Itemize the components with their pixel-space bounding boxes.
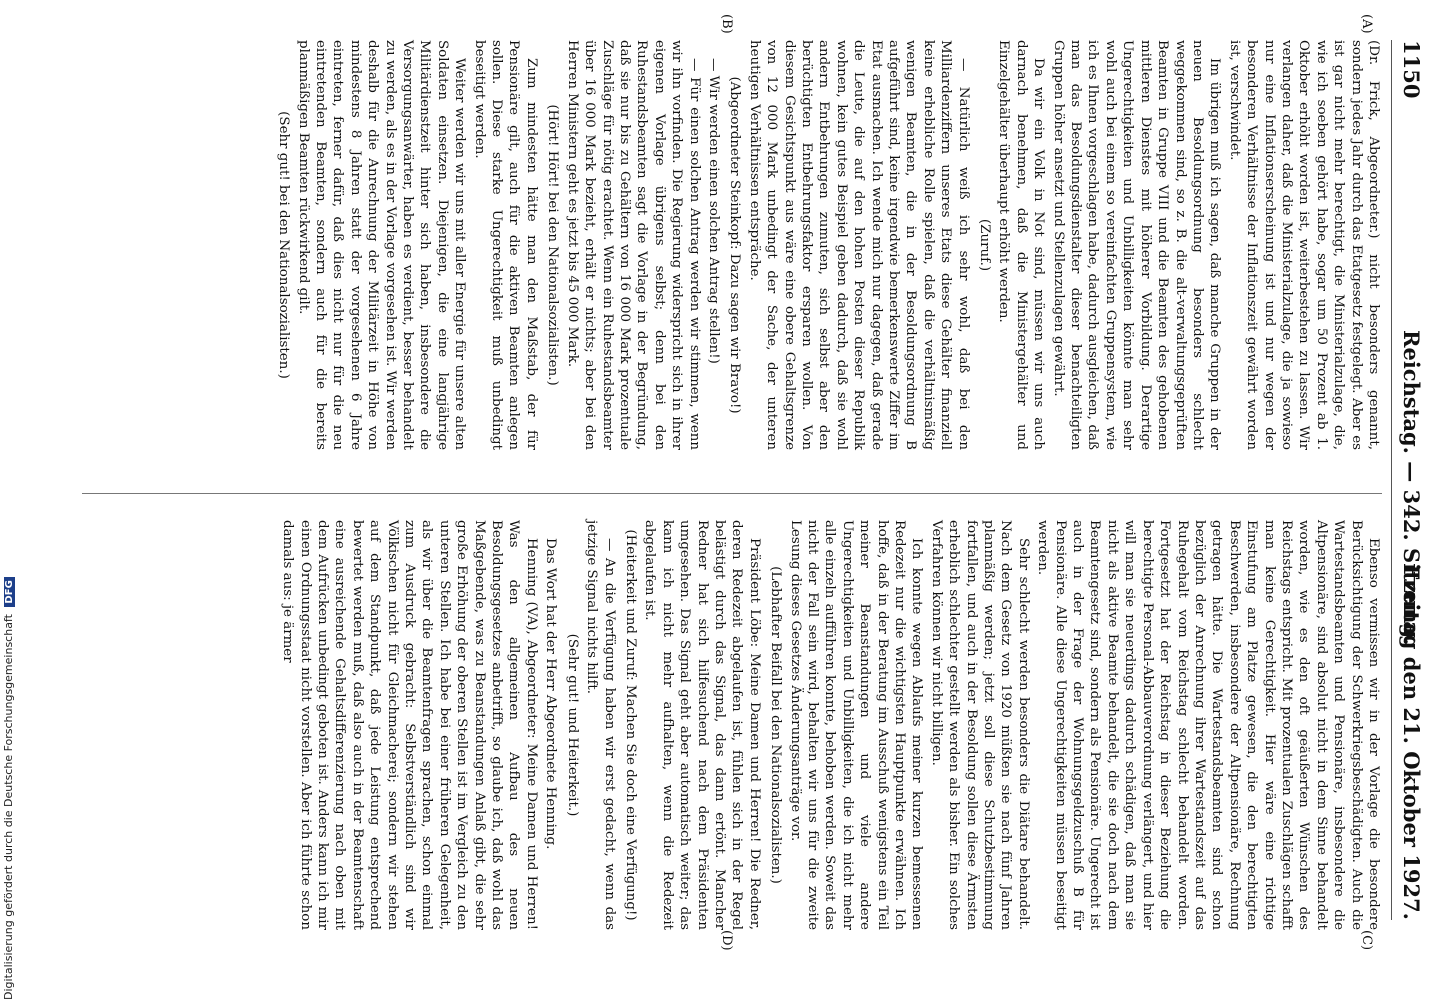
- paragraph: Ich konnte wegen Ablaufs meiner kurzen bemessenen Redezeit nur die wichtigsten Hauptpunkte erwähnen. Ich hoffe, daß in der Beratung im Ausschuß wenigstens ein Teil meiner Beanstandungen und viele andere Ungerechtigkeiten und Unbilligkeiten, die ich nicht mehr alle einzeln aufführen konnte, behoben werden. Soweit das nicht der Fall sein wird, behalten wir uns für die zweite Lesung dieses Gesetzes Änderungsanträge vor.: [787, 520, 925, 930]
- column-divider: [82, 493, 1382, 494]
- paragraph: (Lebhafter Beifall bei den Nationalsozialisten.): [768, 566, 784, 884]
- session-title: Reichstag. — 342. Sitzung.: [1399, 330, 1424, 646]
- margin-mark-a: (A): [1359, 14, 1374, 34]
- paragraph: — Wir werden einen solchen Antrag stellen!): [705, 58, 721, 364]
- paragraph: (Sehr gut! bei den Nationalsozialisten.): [276, 111, 292, 379]
- credit-text: Digitalisierung gefördert durch die Deutsche Forschungsgemeinschaft: [2, 614, 15, 1000]
- paragraph: Sehr schlecht werden besonders die Diätare behandelt. Nach dem Gesetz von 1920 müßten sie nach fünf Jahren planmäßig werden; jetzt soll diese Schutzbestimmung fortfallen, und auch in der Besoldung sollen diese Ärmsten erheblich schlechter gestellt werden als bisher. Ein solches Verfahren können wir nicht billigen.: [928, 520, 1031, 930]
- page-number: 1150: [1399, 40, 1424, 99]
- dfg-logo: DFG: [4, 577, 15, 606]
- paragraph: Weiter werden wir uns mit aller Energie für unsere alten Soldaten einsetzen. Diejenigen, die eine langjährige Militärdienstzeit hinter sich haben, insbesondere die Versorgungsanwärter, haben es verdient, besser behandelt zu werden, als es in der Vorlage vorgesehen ist. Wir werden deshalb für die Anrechnung der Militärzeit in Höhe von mindestens 8 Jahren statt der vorgesehenen 6 Jahre eintreten, ferner dafür, daß dies nicht nur für die neu eintretenden Beamten, sondern auch für die bereits planmäßigen Beamten rückwirkend gilt.: [295, 40, 468, 450]
- paragraph: (Hört! Hört! bei den Nationalsozialisten.): [545, 104, 561, 386]
- paragraph: Im übrigen muß ich sagen, daß manche Gruppen in der neuen Besoldungsordnung besonders schlecht weggekommen sind, so z. B. die alt-verwaltungsgeprüften Beamten in Gruppe VIII und die Beamten des gehobenen mittleren Dienstes mit höherer Vorbildung. Derartige Ungerechtigkeiten und Unbilligkeiten könnte man sehr wohl auch bei einem so vereinfachten Gruppensystem, wie ich es Ihnen vorgeschlagen habe, dadurch ausgleichen, daß man das Besoldungsdienstalter dieser benachteiligten Gruppen höher ansetzt und Stellenzulagen gewährt.: [1050, 40, 1223, 450]
- header-rule: [1391, 40, 1392, 920]
- session-date: Freitag den 21. Oktober 1927.: [1399, 564, 1424, 920]
- margin-mark-d: (D): [719, 930, 734, 951]
- digitization-credit: [2, 0, 18, 1000]
- paragraph: — An die Verfügung haben wir erst gedacht, wenn das jetzige Signal nichts hilft.: [584, 520, 617, 930]
- paragraph: (Abgeordneter Steinkopf: Dazu sagen wir Bravo!): [727, 76, 743, 414]
- paragraph: (Heiterkeit und Zuruf: Machen Sie doch eine Verfügung!): [622, 529, 638, 921]
- paragraph: — Natürlich weiß ich sehr wohl, daß bei den Milliardenziffern unseres Etats diese Gehälter finanziell keine erhebliche Rolle spielen, daß die verhältnismäßig wenigen Beamten, die in der Besoldungsordnung B aufgeführt sind, keine irgendwie bemerkenswerte Ziffer im Etat ausmachen. Ich wende mich nur dagegen, daß gerade die Leute, die auf den hohen Posten dieser Republik wohnen, kein gutes Beispiel geben dadurch, daß sie wohl andern Entbehrungen zumuten, sich selbst aber den berüchtigten Entbehrungsfaktor ersparen wollen. Von diesem Gesichtspunkt aus wäre eine obere Gehaltsgrenze von 12 000 Mark unbedingt der Sache, der unteren heutigen Verhältnissen entspräche.: [746, 40, 971, 450]
- paragraph: Da wir ein Volk in Not sind, müssen wir uns auch darnach benehmen, daß die Ministergehälter und Einzelgehälter überhaupt erhöht werden.: [996, 40, 1047, 450]
- paragraph: Ebenso vermissen wir in der Vorlage die besondere Berücksichtigung der Schwerkriegsbeschädigten. Auch die Wartestandsbeamten und Pensionäre, insbesondere die Altpensionäre, sind absolut nicht in dem Sinne behandelt worden, wie es den oft geäußerten Wünschen des Reichstags entspricht. Mit prozentualen Zuschlägen schafft man keine Gerechtigkeit. Hier wäre eine richtige Einstufung am Platze gewesen, die den berechtigten Beschwerden, insbesondere der Altpensionäre, Rechnung getragen hätte. Die Wartestandsbeamten sind schon bezüglich der Anrechnung ihrer Wartestandszeit auf das Ruhegehalt vom Reichstag schlecht behandelt worden. Fortgesetzt hat der Reichstag in dieser Beziehung die berechtigte Personal-Abbauverordnung verlängert, und hier will man sie neuerdings dadurch schädigen, daß man sie nicht als aktive Beamte behandelt, die sie doch nach dem Beamtengesetz sind, sondern als Pensionäre. Ungerecht ist auch in der Frage der Wohnungsgeldzuschuß B für Pensionäre. Alle diese Ungerechtigkeiten müssen beseitigt werden.: [1035, 520, 1381, 930]
- paragraph: (Dr. Frick, Abgeordneter.) nicht besonders genannt, sondern jedes Jahr durch das Etatgesetz festgelegt. Aber es ist gar nicht mehr berechtigt, die Ministerialzulage, die, wie ich soeben gehört habe, sogar um 50 Prozent ab 1. Oktober erhöht worden ist, weiterbestehen zu lassen. Wir verlangen daher, daß die Ministerialzulage, die ja sowieso nur eine Inflationserscheinung ist und nur wegen der besonderen Verhältnisse der Inflationszeit gewährt worden ist, verschwindet.: [1226, 40, 1381, 450]
- paragraph: Das Wort hat der Herr Abgeordnete Henning.: [543, 538, 559, 850]
- paragraph: (Sehr gut! und Heiterkeit.): [564, 633, 580, 817]
- paragraph: Henning (VA), Abgeordneter: Meine Damen und Herren! Was den allgemeinen Aufbau des neuen Besoldungsgesetzes anbetrifft, so glaube ich, daß wohl das Maßgebende, was zu Beanstandungen Anlaß gibt, die sehr große Erhöhung der oberen Stellen ist im Vergleich zu den unteren Stellen. Ich habe bei einer früheren Gelegenheit, als wir über die Beamtenfragen sprachen, schon einmal zum Ausdruck gebracht: Selbstverständlich sind wir Völkischen nicht für Gleichmacherei; sondern wir stehen auf dem Standpunkt, daß jede Leistung entsprechend bewertet werden muß, daß also auch in der Beamtenschaft eine ausreichende Gehaltsdifferenzierung nach oben mit dem Aufrücken unbedingt geboten ist. Anders kann ich mir einen Ordnungsstaat nicht vorstellen. Aber ich führte schon damals aus: je ärmer: [280, 520, 539, 930]
- margin-mark-b: (B): [719, 14, 734, 34]
- paragraph: Präsident Löbe: Meine Damen und Herren! Die Redner, deren Redezeit abgelaufen ist, fühlen sich in der Regel belästigt durch das Signal, das dann ertönt. Mancher Redner hat sich hilfesuchend nach dem Präsidenten umgesehen. Das Signal geht aber automatisch weiter; das kann ich nicht mehr aufhalten, wenn die Redezeit abgelaufen ist.: [642, 520, 762, 930]
- margin-mark-c: (C): [1359, 930, 1374, 951]
- paragraph: (Zuruf.): [977, 218, 993, 272]
- paragraph: — Für einen solchen Antrag werden wir stimmen, wenn wir ihn vorfinden. Die Regierung widerspricht sich in ihrer eigenen Vorlage übrigens selbst; denn bei den Ruhestandsbeamten sagt die Vorlage in der Begründung, daß sie nur bis zu Gehältern von 16 000 Mark prozentuale Zuschläge für nötig erachtet. Wenn ein Ruhestandsbeamter über 16 000 Mark bezieht, erhält er nichts; aber bei den Herren Ministern geht es jetzt bis 45 000 Mark.: [564, 40, 702, 450]
- left-text-column: [271, 40, 1382, 450]
- paragraph: Zum mindesten hätte man den Maßstab, der für Pensionäre gilt, auch für die aktiven Beamten anlegen sollen. Diese starke Ungerechtigkeit muß unbedingt beseitigt werden.: [471, 40, 539, 450]
- right-text-column: [277, 520, 1382, 930]
- page-header: [1384, 0, 1424, 960]
